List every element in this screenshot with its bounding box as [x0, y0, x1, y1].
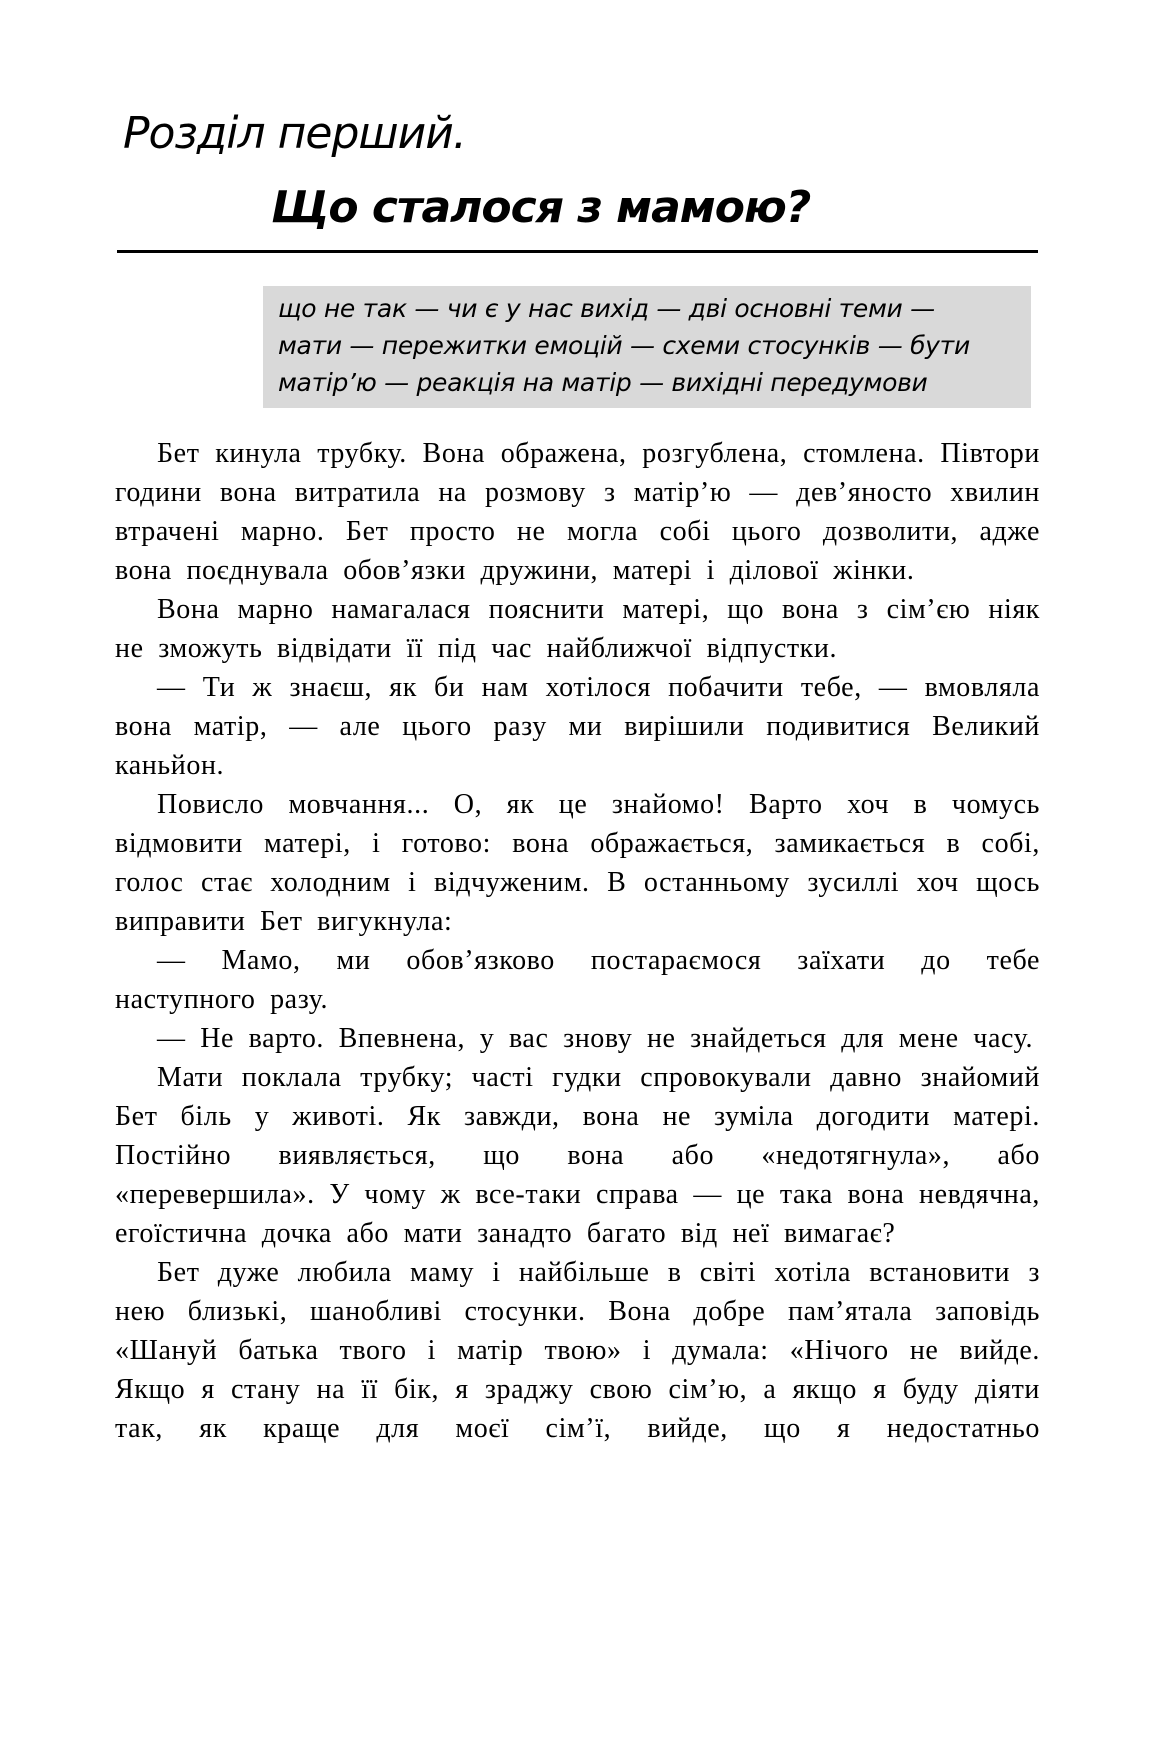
body-paragraph: Бет дуже любила маму і найбільше в світі хотіла встановити з нею близькі, шанобливі стосунки. Вона добре пам’ятала заповідь «Шануй батька твого і матір твою» і думала: «Нічого не вийде. Якщо я стану на її бік, я зраджу свою сім’ю, а якщо я буду діяти так, як краще для моєї сім’ї, вийде, що я недостатньо — [115, 1257, 1040, 1444]
book-page — [0, 108, 1158, 1762]
keywords-box — [263, 286, 1031, 408]
body-paragraph: Мати поклала трубку; часті гудки спровокували давно знайомий Бет біль у животі. Як завжди, вона не зуміла догодити матері. Постійно виявляється, що вона або «недотягнула», або «перевершила». У чому ж все-таки справа — це така вона невдячна, егоїстична дочка або мати занадто багато від неї вимагає? — [115, 1062, 1040, 1249]
keywords-line: матір’ю — реакція на матір — вихідні передумови — [278, 368, 928, 397]
body-paragraph: Бет кинула трубку. Вона ображена, розгублена, стомлена. Півтори години вона витратила на розмову з матір’ю — дев’яносто хвилин втрачені марно. Бет просто не могла собі цього дозволити, адже вона поєднувала обов’язки дружини, матері і ділової жінки. — [115, 438, 1040, 586]
body-paragraph: Вона марно намагалася пояснити матері, що вона з сім’єю ніяк не зможуть відвідати її під час найближчої відпустки. — [115, 594, 1040, 664]
header-divider-rule — [117, 250, 1038, 253]
body-paragraph: Повисло мовчання... О, як це знайомо! Варто хоч в чомусь відмовити матері, і готово: вона ображається, замикається в собі, голос стає холодним і відчуженим. В останньому зусиллі хоч щось виправити Бет вигукнула: — [115, 789, 1040, 937]
chapter-body — [115, 434, 1040, 1448]
body-paragraph: — Ти ж знаєш, як би нам хотілося побачити тебе, — вмовляла вона матір, — але цього разу ми вирішили подивитися Великий каньйон. — [115, 672, 1040, 781]
body-paragraph: — Не варто. Впевнена, у вас знову не знайдеться для мене часу. — [157, 1023, 1034, 1054]
chapter-number-heading: Розділ перший. — [123, 108, 466, 159]
chapter-header — [115, 108, 1040, 234]
chapter-title-heading: Що сталося з мамою? — [271, 182, 811, 233]
keywords-line: що не так — чи є у нас вихід — дві основні теми — — [278, 294, 935, 323]
keywords-line: мати — пережитки емоцій — схеми стосунків — бути — [278, 331, 970, 360]
body-paragraph: — Мамо, ми обов’язково постараємося заїхати до тебе наступного разу. — [115, 945, 1040, 1015]
